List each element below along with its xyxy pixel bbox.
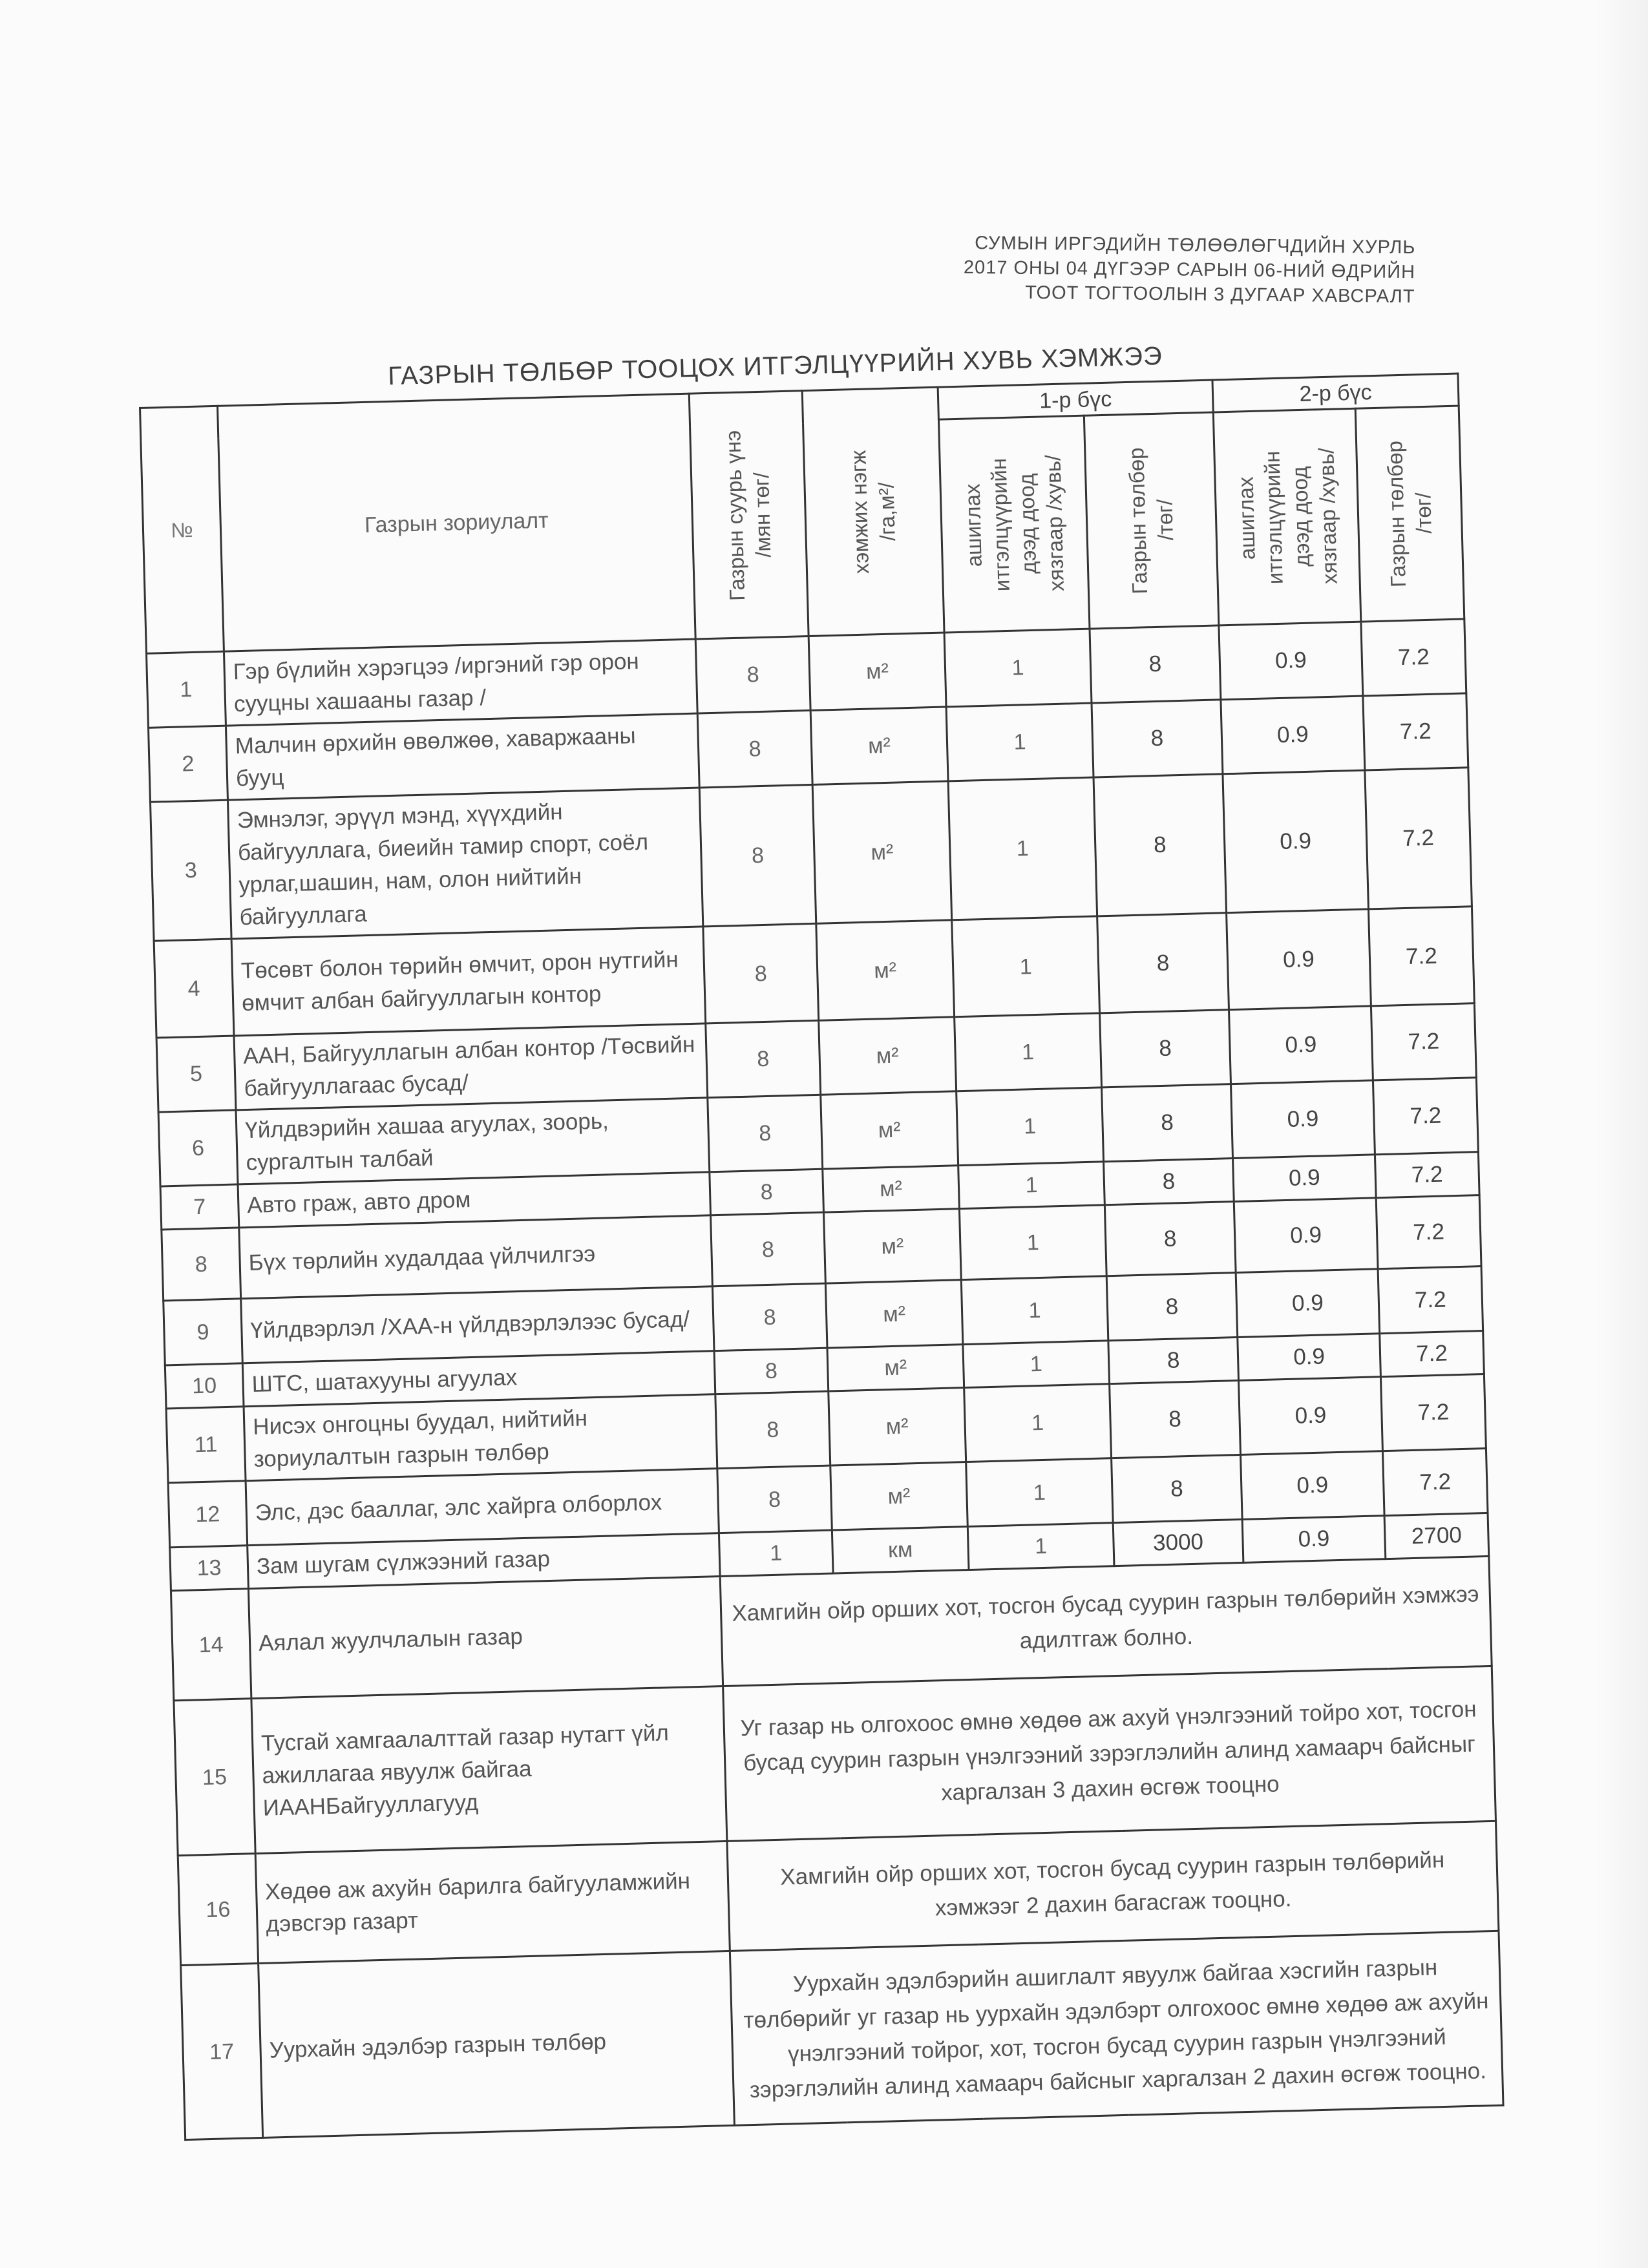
row-purpose: Үйлдвэрийн хашаа агуулах, зоорь, сургалтын талбай: [236, 1098, 710, 1184]
row-no: 16: [178, 1854, 258, 1966]
row-zone1-fee: 8: [1092, 700, 1223, 777]
row-no: 11: [166, 1407, 246, 1483]
row-zone2-coef: 0.9: [1236, 1269, 1380, 1338]
header-zone-2: 2-р бүс: [1212, 373, 1459, 412]
header-zone2-coef-text: ашиглах итгэлцүүрийн дээд доод хязгаар /хувь/: [1232, 447, 1342, 585]
header-zone2-coef: [1213, 408, 1361, 625]
row-unit: м²: [812, 781, 952, 923]
row-zone2-coef: 0.9: [1233, 1155, 1377, 1202]
row-no: 7: [160, 1184, 239, 1230]
land-fee-table: [139, 373, 1505, 2141]
row-zone1-fee: 8: [1102, 1084, 1233, 1162]
row-purpose: Үйлдвэрлэл /ХАА-н үйлдвэрлэлээс бусад/: [241, 1286, 714, 1363]
row-base-price: 8: [711, 1212, 826, 1286]
header-zone1-coef-text: ашиглах итгэлцүүрийн дээд доод хязгаар /хувь/: [960, 454, 1068, 592]
row-zone2-fee: 7.2: [1380, 1331, 1484, 1377]
row-zone1-fee: 3000: [1113, 1519, 1243, 1566]
row-zone2-coef: 0.9: [1219, 622, 1363, 700]
row-no: 14: [171, 1589, 251, 1701]
row-zone1-coef: 1: [956, 1087, 1104, 1166]
row-zone2-coef: 0.9: [1229, 1006, 1373, 1084]
row-zone1-coef: 1: [964, 1384, 1112, 1462]
row-base-price: 8: [695, 636, 810, 713]
row-zone2-fee: 7.2: [1363, 693, 1468, 770]
row-zone2-coef: 0.9: [1239, 1377, 1383, 1455]
row-base-price: 8: [706, 1020, 821, 1098]
row-merged-note: Уг газар нь олгохоос өмнө хөдөө аж ахуй үнэлгээний тойро хот, тосгон бусад суурин газрын үнэлгээний зэрэглэлийн алинд хамаарч байсныг харгалзан 3 дахин өсгөж тооцно: [723, 1666, 1496, 1841]
row-zone1-fee: 8: [1097, 913, 1229, 1013]
row-purpose: Нисэх онгоцны буудал, нийтийн зориулалтын газрын төлбөр: [244, 1394, 717, 1481]
header-base-price-text: Газрын суурь үнэ /мян төг/: [721, 429, 776, 601]
header-unit: [802, 387, 944, 636]
row-purpose: Бүх төрлийн худалдаа үйлчилгээ: [239, 1215, 713, 1299]
row-base-price: 8: [703, 923, 819, 1024]
row-zone2-fee: 7.2: [1376, 1195, 1481, 1269]
row-base-price: 8: [699, 784, 816, 927]
row-zone2-fee: 7.2: [1373, 1078, 1478, 1155]
row-purpose: Төсөвт болон төрийн өмчит, орон нутгийн өмчит албан байгууллагын контор: [231, 927, 706, 1036]
row-merged-note: Хамгийн ойр орших хот, тосгон бусад суурин газрын төлбөрийн хэмжээг 2 дахин багасгаж тооцно.: [727, 1821, 1499, 1951]
row-zone2-coef: 0.9: [1234, 1198, 1378, 1273]
row-no: 5: [156, 1036, 236, 1112]
row-purpose: Хөдөө аж ахуйн барилга байгууламжийн дэвсгэр газарт: [255, 1841, 730, 1963]
row-unit: м²: [808, 633, 946, 710]
row-no: 4: [154, 939, 234, 1038]
row-merged-note: Уурхайн эдэлбэрийн ашиглалт явуулж байгаа хэсгийн газрын төлбөрийг уг газар нь уурхайн эдэлбэрт олгохоос өмнө хөдөө аж ахуйн үнэлгээний тойрог, хот, тосгон бусад суурин газрын үнэлгээний зэрэглэлийн алинд хамаарч байсныг харгалзан 2 дахин өсгөж тооцно.: [730, 1931, 1503, 2125]
row-purpose: ШТС, шатахууны агуулах: [242, 1351, 715, 1407]
row-base-price: 8: [717, 1465, 832, 1533]
row-zone2-coef: 0.9: [1223, 770, 1369, 913]
row-purpose: Тусгай хамгаалалттай газар нутагт үйл ажиллагаа явуулж байгаа ИААНБайгууллагууд: [251, 1686, 727, 1854]
row-no: 3: [151, 800, 232, 941]
row-zone1-fee: 8: [1108, 1337, 1239, 1383]
row-unit: м²: [825, 1280, 963, 1348]
row-zone2-fee: 7.2: [1365, 768, 1472, 909]
document-title: ГАЗРЫН ТӨЛБӨР ТООЦОХ ИТГЭЛЦҮҮРИЙН ХУВЬ ХЭМЖЭЭ: [387, 341, 1163, 391]
row-no: 9: [164, 1299, 243, 1365]
row-unit: м²: [823, 1166, 960, 1212]
header-zone1-coef: [938, 415, 1090, 633]
page-edge-shadow: [1596, 0, 1648, 2268]
row-zone2-fee: 7.2: [1371, 1003, 1476, 1080]
row-purpose: Зам шугам сүлжээний газар: [248, 1533, 721, 1589]
row-purpose: Уурхайн эдэлбэр газрын төлбөр: [259, 1951, 735, 2137]
row-no: 8: [162, 1228, 241, 1301]
header-zone-1: 1-р бүс: [938, 380, 1213, 419]
row-base-price: 8: [712, 1283, 827, 1351]
row-unit: м²: [827, 1345, 964, 1391]
row-unit: м²: [810, 707, 948, 784]
header-zone2-fee: [1355, 406, 1464, 622]
header-base-price: [689, 391, 808, 639]
row-zone1-coef: 1: [967, 1523, 1114, 1570]
row-zone1-fee: 8: [1104, 1159, 1234, 1205]
row-purpose: Гэр бүлийн хэрэгцээ /иргэний гэр орон сууцны хашааны газар /: [224, 639, 697, 726]
row-merged-note: Хамгийн ойр орших хот, тосгон бусад суурин газрын төлбөрийн хэмжээ адилтгаж болно.: [720, 1556, 1492, 1686]
row-purpose: Элс, дэс бааллаг, элс хайрга олборлох: [246, 1469, 719, 1546]
row-zone1-coef: 1: [963, 1341, 1110, 1388]
resolution-stamp: [891, 230, 1415, 309]
row-unit: м²: [821, 1091, 958, 1169]
row-zone1-fee: 8: [1110, 1380, 1241, 1458]
row-zone2-fee: 7.2: [1368, 907, 1474, 1006]
row-unit: м²: [829, 1388, 966, 1465]
row-zone2-fee: 7.2: [1361, 619, 1466, 696]
row-base-price: 1: [719, 1530, 833, 1577]
row-unit: км: [832, 1527, 969, 1573]
stamp-line-2: 2017 ОНЫ 04 ДҮГЭЭР САРЫН 06-НИЙ ӨДРИЙН: [963, 257, 1416, 283]
row-zone2-coef: 0.9: [1227, 909, 1371, 1010]
row-zone1-fee: 8: [1112, 1454, 1243, 1522]
row-zone2-fee: 2700: [1384, 1513, 1489, 1559]
row-unit: м²: [816, 920, 955, 1020]
row-zone1-coef: 1: [948, 777, 1097, 920]
row-zone2-coef: 0.9: [1241, 1451, 1385, 1520]
row-no: 6: [158, 1110, 238, 1186]
row-zone1-coef: 1: [946, 703, 1093, 781]
row-unit: м²: [819, 1017, 956, 1095]
row-no: 13: [170, 1546, 249, 1591]
row-unit: м²: [823, 1209, 961, 1283]
row-base-price: 8: [715, 1391, 830, 1469]
row-zone1-coef: 1: [952, 916, 1100, 1017]
header-no: №: [140, 406, 224, 653]
row-zone1-fee: 8: [1104, 1202, 1236, 1276]
row-zone1-coef: 1: [966, 1458, 1114, 1527]
row-purpose: Эмнэлэг, эрүүл мэнд, хүүхдийн байгууллага, биеийн тамир спорт, соёл урлаг,шашин, нам, олон нийтийн байгууллага: [227, 788, 703, 939]
header-zone1-fee: [1084, 412, 1219, 629]
row-zone2-coef: 0.9: [1221, 696, 1365, 774]
row-zone1-fee: 8: [1090, 625, 1221, 703]
row-zone1-coef: 1: [958, 1162, 1105, 1209]
row-zone1-fee: 8: [1106, 1273, 1238, 1341]
row-base-price: 8: [710, 1169, 824, 1215]
stamp-line-1: СУМЫН ИРГЭДИЙН ТӨЛӨӨЛӨГЧДИЙН ХУРЛЬ: [974, 233, 1416, 258]
table-row-merged: [181, 1931, 1503, 2139]
row-purpose: Аялал жуулчлалын газар: [248, 1577, 723, 1699]
row-purpose: ААН, Байгууллагын албан контор /Төсвийн байгууллагаас бусад/: [234, 1024, 708, 1110]
row-purpose: Авто граж, авто дром: [238, 1172, 711, 1228]
row-no: 2: [148, 726, 227, 802]
row-zone2-coef: 0.9: [1231, 1080, 1375, 1159]
row-zone2-fee: 7.2: [1375, 1152, 1479, 1198]
header-zone1-fee-text: Газрын төлбөр /төг/: [1123, 447, 1178, 595]
row-no: 15: [174, 1699, 255, 1856]
row-zone2-fee: 7.2: [1382, 1448, 1488, 1515]
row-no: 1: [146, 651, 226, 728]
row-zone1-coef: 1: [959, 1205, 1106, 1280]
header-zone2-fee-text: Газрын төлбөр /төг/: [1382, 440, 1436, 588]
row-zone1-coef: 1: [944, 629, 1092, 707]
row-zone2-fee: 7.2: [1378, 1266, 1483, 1334]
row-no: 17: [181, 1963, 263, 2139]
row-zone2-fee: 7.2: [1380, 1374, 1486, 1451]
row-zone2-coef: 0.9: [1242, 1516, 1386, 1563]
row-base-price: 8: [708, 1095, 823, 1172]
row-zone1-fee: 8: [1100, 1010, 1231, 1087]
row-base-price: 8: [697, 710, 812, 788]
row-zone1-coef: 1: [955, 1013, 1102, 1091]
row-no: 10: [165, 1363, 244, 1409]
row-purpose: Малчин өрхийн өвөлжөө, хаваржааны бууц: [226, 713, 699, 800]
row-zone1-fee: 8: [1093, 774, 1227, 916]
header-purpose: Газрын зориулалт: [217, 394, 695, 651]
row-no: 12: [168, 1481, 248, 1548]
row-unit: м²: [830, 1462, 968, 1530]
row-zone1-coef: 1: [961, 1276, 1108, 1345]
header-unit-text: хэмжих нэгж /га,м²/: [845, 450, 900, 574]
row-zone2-coef: 0.9: [1238, 1334, 1381, 1381]
row-base-price: 8: [714, 1348, 829, 1394]
stamp-line-3: ТООТ ТОГТООЛЫН 3 ДУГААР ХАВСРАЛТ: [1025, 282, 1415, 308]
